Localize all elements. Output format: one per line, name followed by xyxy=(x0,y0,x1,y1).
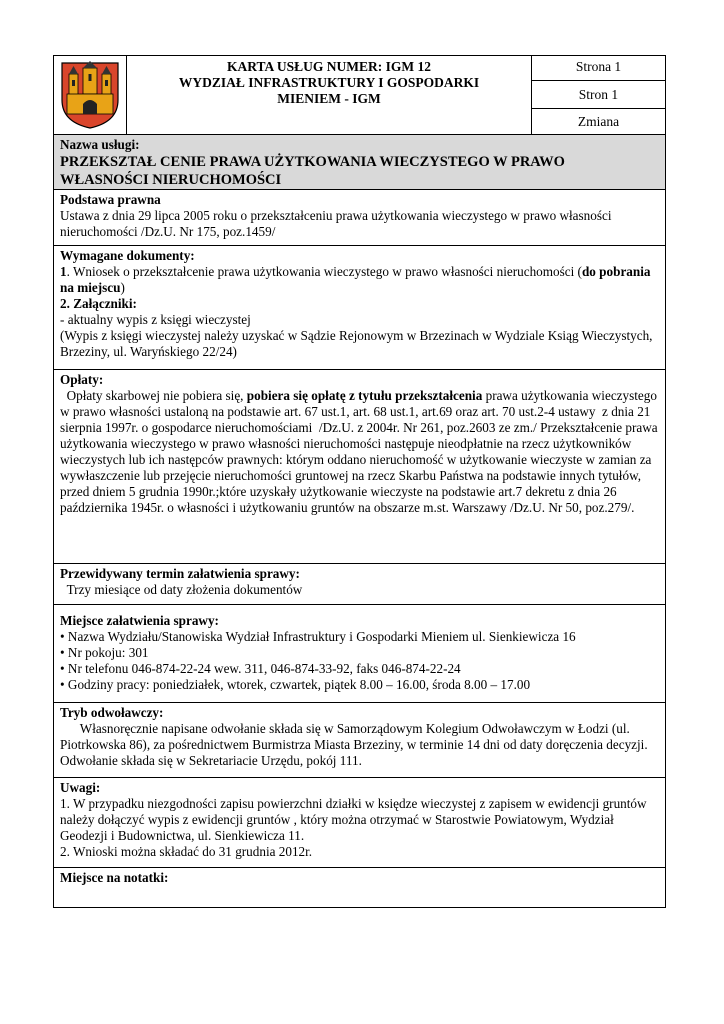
service-name-line-2: WŁASNOŚCI NIERUCHOMOŚCI xyxy=(60,172,282,188)
service-card xyxy=(53,55,666,908)
page-number: Strona 1 xyxy=(532,56,665,81)
fees-text xyxy=(60,388,659,516)
page-count: Stron 1 xyxy=(532,81,665,109)
logo-cell xyxy=(54,56,127,134)
fees-text-part-1: Opłaty skarbowej nie pobiera się, xyxy=(60,388,247,403)
attachments-label: 2. Załączniki: xyxy=(60,296,137,311)
document-item-1-note: do pobrania na miejscu xyxy=(60,264,651,295)
fees-label: Opłaty: xyxy=(60,372,104,387)
remarks-section xyxy=(53,778,666,868)
legal-basis-section xyxy=(53,190,666,246)
notes-label: Miejsce na notatki: xyxy=(60,870,169,885)
legal-text: Ustawa z dnia 29 lipca 2005 roku o przekształceniu prawa użytkowania wieczystego w prawo własności nieruchomości /Dz.U. Nr 175, poz.1459/ xyxy=(60,208,612,239)
place-list xyxy=(60,629,659,693)
term-text: Trzy miesiące od daty złożenia dokumentów xyxy=(60,582,303,597)
notes-section xyxy=(53,868,666,908)
revision: Zmiana xyxy=(577,114,620,129)
coat-of-arms-icon xyxy=(59,60,121,130)
page-info xyxy=(532,56,665,134)
document-item-1 xyxy=(60,264,659,296)
appeal-section xyxy=(53,703,666,778)
legal-label: Podstawa prawna xyxy=(60,192,161,207)
title-line-1: KARTA USŁUG NUMER: IGM 12 xyxy=(226,59,432,74)
card-title xyxy=(127,56,532,134)
place-label: Miejsce załatwienia sprawy: xyxy=(60,613,219,628)
place-item-phone: • Nr telefonu 046-874-22-24 wew. 311, 046-874-33-92, faks 046-874-22-24 xyxy=(60,661,659,677)
remarks-line-2: 2. Wnioski można składać do 31 grudnia 2012r. xyxy=(60,844,313,859)
fees-section xyxy=(53,370,666,564)
service-label: Nazwa usługi: xyxy=(60,137,140,152)
document-item-1-end: ) xyxy=(120,280,125,295)
service-name-section xyxy=(53,135,666,190)
remarks-label: Uwagi: xyxy=(60,780,101,795)
document-item-1-number: 1 xyxy=(60,264,67,279)
place-item-room: • Nr pokoju: 301 xyxy=(60,645,659,661)
documents-label: Wymagane dokumenty: xyxy=(60,248,195,263)
term-section xyxy=(53,564,666,605)
documents-section xyxy=(53,246,666,370)
term-label: Przewidywany termin załatwienia sprawy: xyxy=(60,566,300,581)
attachment-line-1: - aktualny wypis z księgi wieczystej xyxy=(60,312,251,327)
title-line-3: MIENIEM - IGM xyxy=(277,91,381,106)
attachment-line-2: (Wypis z księgi wieczystej należy uzyskać w Sądzie Rejonowym w Brzezinach w Wydziale Ksiąg Wieczystych, Brzeziny, ul. Waryńskiego 22/24) xyxy=(60,328,653,359)
place-item-department: • Nazwa Wydziału/Stanowiska Wydział Infrastruktury i Gospodarki Mieniem ul. Sienkiewicza 16 xyxy=(60,629,659,645)
title-line-2: WYDZIAŁ INFRASTRUKTURY I GOSPODARKI xyxy=(178,75,480,90)
place-item-hours: • Godziny pracy: poniedziałek, wtorek, czwartek, piątek 8.00 – 16.00, środa 8.00 – 17.00 xyxy=(60,677,659,693)
fees-text-bold: pobiera się opłatę z tytułu przekształcenia xyxy=(246,388,483,403)
card-header xyxy=(53,55,666,135)
appeal-label: Tryb odwoławczy: xyxy=(60,705,164,720)
document-item-1-text: . Wniosek o przekształcenie prawa użytkowania wieczystego w prawo własności nieruchomości ( xyxy=(66,264,582,279)
fees-text-part-2: prawa użytkowania wieczystego w prawo własności ustaloną na podstawie art. 67 ust.1, art. 68 ust.1, art.69 oraz art. 70 ust.2-4 ustawy z dnia 21 sierpnia 1997r. o gospodarce nieruchomościami /Dz.U. z 2004r. Nr 261, poz.2603 ze zm./ Przekształcenie prawa użytkowania wieczystego w prawo własności nieruchomości następuje nieodpłatnie na rzecz użytkowników wieczystych lub ich następców prawnych: którym oddano nieruchomość w użytkowanie wieczyste w zamian za wywłaszczenie lub przejęcie nieruchomości gruntowej na rzecz Skarbu Państwa na podstawie innych tytułów, przed dniem 5 grudnia 1990r.;które uzyskały użytkowanie wieczyste na podstawie art.7 dekretu z dnia 26 października 1945r. o własności i użytkowaniu gruntów na obszarze m.st. Warszawy /Dz.U. Nr 50, poz.279/. xyxy=(60,388,661,515)
appeal-text: Własnoręcznie napisane odwołanie składa się w Samorządowym Kolegium Odwoławczym w Łodzi (ul. Piotrkowska 86), za pośrednictwem Burmistrza Miasta Brzeziny, w terminie 14 dni od daty doręczenia decyzji. Odwołanie składa się w Sekretariacie Urzędu, pokój 111. xyxy=(60,721,651,768)
service-name-line-1: PRZEKSZTAŁ CENIE PRAWA UŻYTKOWANIA WIECZYSTEGO W PRAWO xyxy=(60,154,565,170)
remarks-line-1: 1. W przypadku niezgodności zapisu powierzchni działki w księdze wieczystej z zapisem w ewidencji gruntów należy dołączyć wypis z ewidencji gruntów , który można otrzymać w Starostwie Powiatowym, Wydział Geodezji i Budownictwa, ul. Sienkiewicza 11. xyxy=(60,796,647,843)
place-section xyxy=(53,605,666,703)
